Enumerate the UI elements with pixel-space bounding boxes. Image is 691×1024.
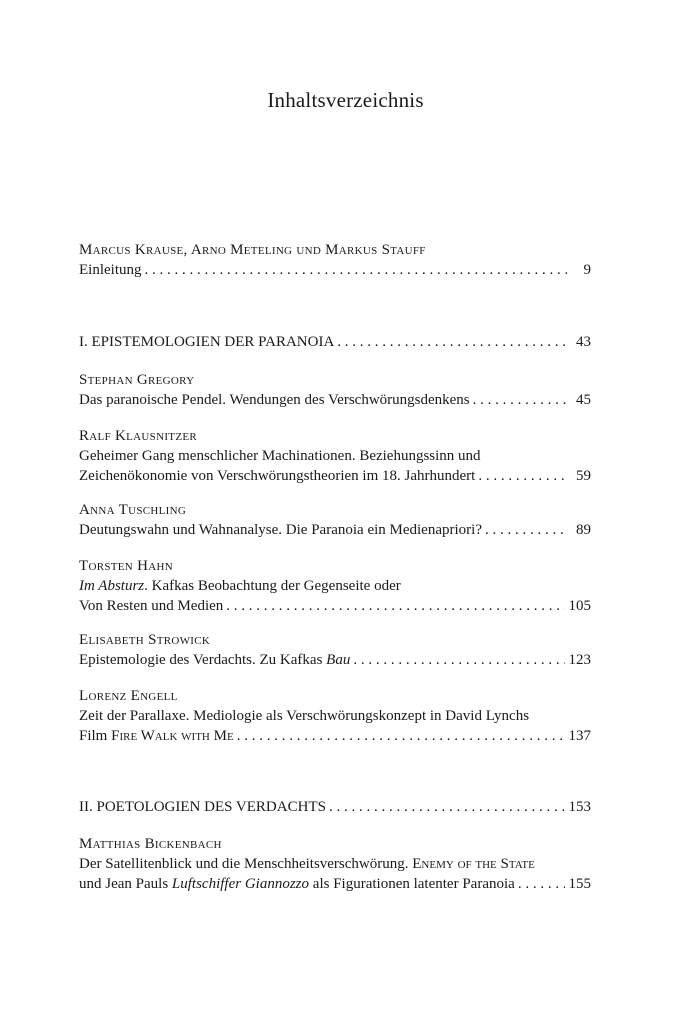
leader-dots (473, 390, 567, 410)
page-number: 59 (576, 468, 591, 484)
section-title-line (79, 332, 591, 352)
entry-title: Das paranoische Pendel. Wendungen des Verschwörungsdenkens (79, 392, 470, 408)
entry-title: Zeit der Parallaxe. Mediologie als Verschwörungskonzept in David Lynchs (79, 708, 530, 724)
italic-title: Bau (326, 652, 351, 668)
leader-dots (518, 874, 565, 894)
entry-author: Elisabeth Strowick (79, 632, 211, 648)
leader-dots (237, 726, 565, 746)
entry-title-line (79, 650, 591, 670)
entry-title-cont: Von Resten und Medien (79, 598, 224, 614)
film-title: Enemy of the State (412, 856, 535, 872)
entry-title (79, 650, 350, 670)
leader-dots (353, 650, 564, 670)
entry-title-cont (79, 726, 234, 746)
entry-title (79, 854, 591, 874)
page-number: 45 (576, 392, 591, 408)
title-text: und Jean Pauls (79, 876, 172, 892)
toc-entry-strowick[interactable] (79, 630, 591, 670)
page-title: Inhaltsverzeichnis (267, 88, 424, 112)
toc-entry-einleitung[interactable] (79, 240, 591, 280)
entry-author: Matthias Bickenbach (79, 836, 222, 852)
page-number: 43 (576, 334, 591, 350)
entry-title-cont: Zeichenökonomie von Verschwörungstheorien im 18. Jahrhundert (79, 468, 476, 484)
italic-title: Im Absturz (79, 578, 145, 594)
toc-entry-gregory[interactable] (79, 370, 591, 410)
film-title: Fire Walk with Me (111, 728, 234, 744)
section-title: II. POETOLOGIEN DES VERDACHTS (79, 799, 326, 815)
entry-author: Ralf Klausnitzer (79, 428, 197, 444)
entry-author: Lorenz Engell (79, 688, 178, 704)
page-number: 153 (568, 799, 591, 815)
entry-title-line (79, 520, 591, 540)
entry-author: Marcus Krause, Arno Meteling und Markus Stauff (79, 242, 426, 258)
entry-title-line (79, 466, 591, 486)
leader-dots (478, 466, 567, 486)
title-rest: als Figurationen latenter Paranoia (309, 876, 515, 892)
entry-title-line (79, 874, 591, 894)
entry-author: Stephan Gregory (79, 372, 195, 388)
title-text: Der Satellitenblick und die Menschheitsverschwörung. (79, 856, 413, 872)
title-text: Epistemologie des Verdachts. Zu Kafkas (79, 652, 327, 668)
entry-title: Einleitung (79, 262, 142, 278)
page-number: 123 (568, 652, 591, 668)
section-title-line (79, 797, 591, 817)
entry-title-line (79, 596, 591, 616)
leader-dots (329, 797, 565, 817)
leader-dots (145, 260, 568, 280)
entry-title-line (79, 260, 591, 280)
entry-title-line (79, 726, 591, 746)
page-number: 105 (568, 598, 591, 614)
italic-title: Luftschiffer Giannozzo (171, 876, 310, 892)
entry-title: Geheimer Gang menschlicher Machinationen. Beziehungssinn und (79, 448, 481, 464)
toc-entry-klausnitzer[interactable] (79, 426, 591, 486)
entry-title-line (79, 390, 591, 410)
toc-entry-hahn[interactable] (79, 556, 591, 616)
title-rest: . Kafkas Beobachtung der Gegenseite oder (144, 578, 401, 594)
leader-dots (226, 596, 564, 616)
toc-section-1[interactable] (79, 332, 591, 352)
page-number: 155 (568, 876, 591, 892)
page-number: 89 (576, 522, 591, 538)
toc-section-2[interactable] (79, 797, 591, 817)
section-title: I. EPISTEMOLOGIEN DER PARANOIA (79, 334, 335, 350)
page-number: 137 (568, 728, 591, 744)
entry-author: Anna Tuschling (79, 502, 187, 518)
page-number: 9 (583, 262, 591, 278)
entry-title (79, 576, 591, 596)
entry-title: Deutungswahn und Wahnanalyse. Die Paranoia ein Medienapriori? (79, 522, 482, 538)
entry-title-cont (79, 874, 515, 894)
toc-entry-bickenbach[interactable] (79, 834, 591, 894)
leader-dots (337, 332, 567, 352)
toc-entry-tuschling[interactable] (79, 500, 591, 540)
title-text: Film (79, 728, 112, 744)
toc-entry-engell[interactable] (79, 686, 591, 746)
entry-author: Torsten Hahn (79, 558, 173, 574)
leader-dots (485, 520, 567, 540)
